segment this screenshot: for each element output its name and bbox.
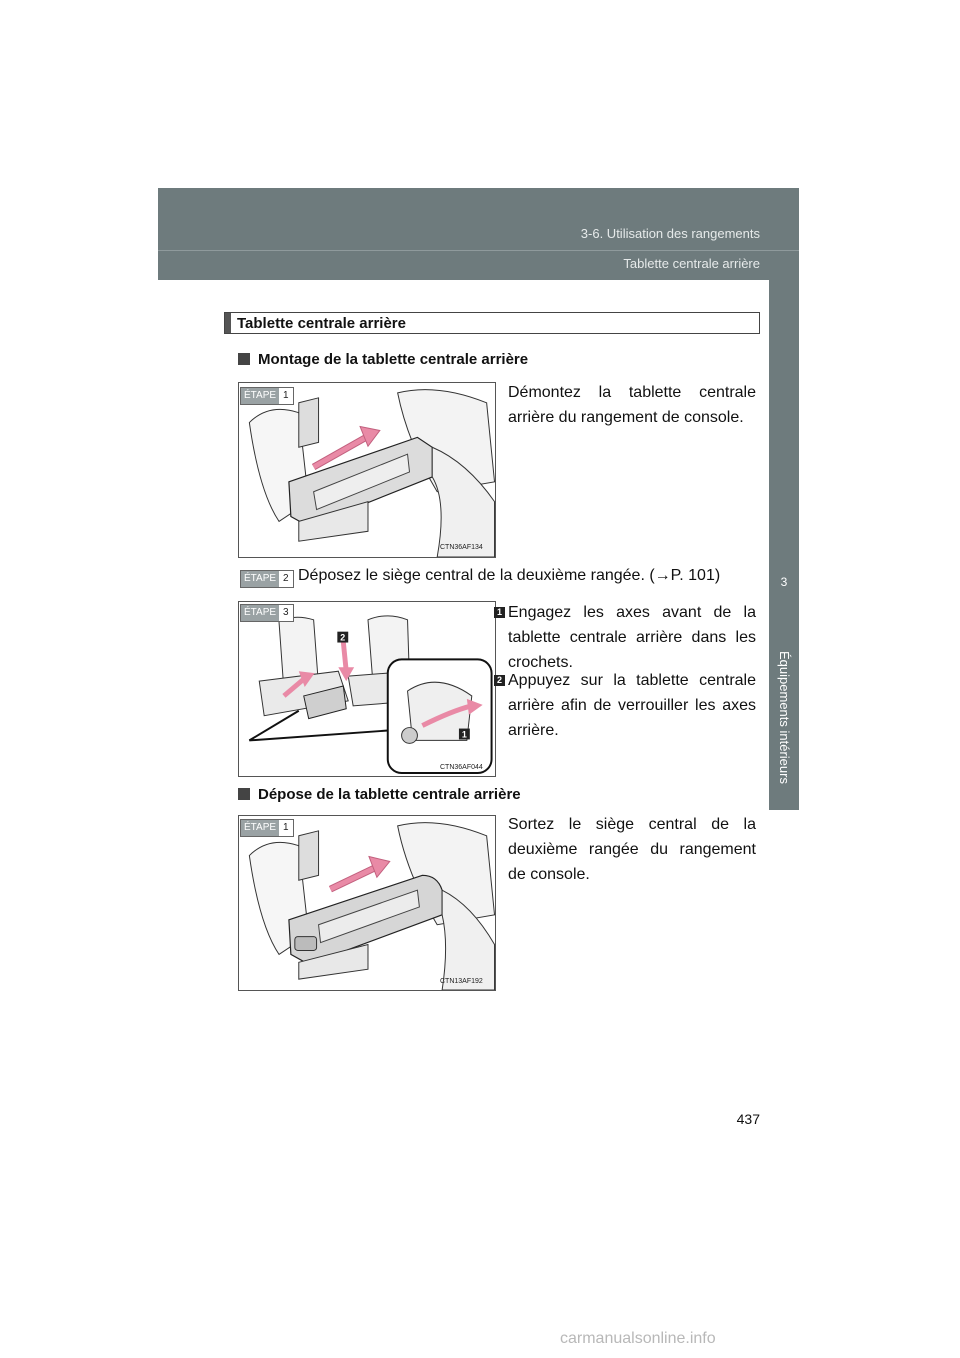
figure-depose-step1 — [238, 815, 496, 991]
step-number: 1 — [283, 822, 289, 833]
step-number: 3 — [283, 607, 289, 618]
number-badge: 2 — [494, 675, 505, 686]
list-item — [494, 668, 756, 743]
illustration-install-tray — [239, 602, 495, 776]
square-bullet-icon — [238, 353, 250, 365]
illustration-pull-out-seat — [239, 816, 495, 990]
step-badge-depose-1 — [240, 819, 294, 837]
subsection-label: Tablette centrale arrière — [623, 256, 760, 271]
watermark: carmanualsonline.info — [560, 1330, 716, 1347]
list-item-text: Appuyez sur la tablette centrale arrière afin de verrouiller les axes arrière. — [508, 672, 756, 739]
montage-step1-text: Démontez la tablette centrale arrière du rangement de console. — [508, 384, 756, 426]
montage-heading: Montage de la tablette centrale arrière — [258, 351, 529, 368]
square-bullet-icon — [238, 788, 250, 800]
montage-step2-text: Déposez le siège central de la deuxième rangée. (→P. 101) — [298, 567, 721, 584]
section-title-box — [224, 312, 760, 334]
figure-code: CTN13AF192 — [440, 978, 483, 985]
step-badge-montage-1 — [240, 387, 294, 405]
step-label: ÉTAPE — [241, 388, 279, 404]
depose-heading-row — [238, 786, 521, 803]
chapter-tab-label-wrap — [770, 642, 798, 792]
list-item-text: Engagez les axes avant de la tablette centrale arrière dans les crochets. — [508, 604, 756, 671]
list-item — [494, 600, 756, 675]
section-label: 3-6. Utilisation des rangements — [580, 226, 760, 241]
step-label: ÉTAPE — [241, 571, 279, 587]
section-title: Tablette centrale arrière — [237, 314, 406, 332]
chapter-number: 3 — [780, 575, 788, 589]
number-badge: 1 — [494, 607, 505, 618]
callout-2: 2 — [340, 632, 346, 643]
depose-step1-text: Sortez le siège central de la deuxième rangée du rangement de console. — [508, 816, 756, 883]
step-label: ÉTAPE — [241, 820, 279, 836]
chapter-tab-label: Équipements intérieurs — [776, 650, 792, 784]
step-label: ÉTAPE — [241, 605, 279, 621]
callout-1: 1 — [461, 729, 467, 740]
step-badge-montage-2 — [240, 570, 294, 588]
figure-code: CTN36AF134 — [440, 544, 483, 551]
montage-heading-row — [238, 351, 528, 368]
figure-montage-step1 — [238, 382, 496, 558]
page-number: 437 — [736, 1111, 760, 1127]
figure-code: CTN36AF044 — [440, 764, 483, 771]
illustration-remove-tray — [239, 383, 495, 557]
header-divider — [158, 250, 799, 251]
depose-heading: Dépose de la tablette centrale arrière — [258, 786, 521, 803]
figure-montage-step3 — [238, 601, 496, 777]
step-number: 2 — [283, 573, 289, 584]
step-badge-montage-3 — [240, 604, 294, 622]
step-number: 1 — [283, 390, 289, 401]
